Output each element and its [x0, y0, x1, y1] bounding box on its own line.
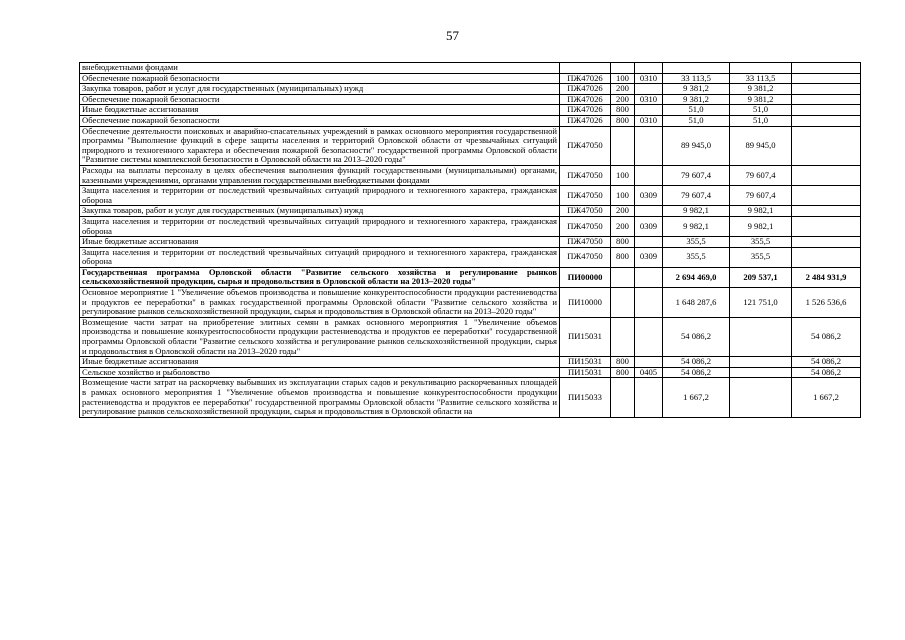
row-amount-a-cell — [730, 367, 792, 378]
row-name-cell: Сельское хозяйство и рыболовство — [80, 367, 560, 378]
table-row — [80, 367, 861, 378]
table-row — [80, 63, 861, 74]
row-amount-a-cell: 9 982,1 — [730, 206, 792, 217]
row-total-cell — [663, 63, 730, 74]
row-section-cell — [635, 126, 663, 165]
row-section-cell: 0310 — [635, 94, 663, 105]
table-row — [80, 84, 861, 95]
row-total-cell: 54 086,2 — [663, 317, 730, 356]
row-name-cell: Закупка товаров, работ и услуг для государственных (муниципальных) нужд — [80, 206, 560, 217]
row-amount-b-cell: 54 086,2 — [792, 367, 861, 378]
row-total-cell: 1 648 287,6 — [663, 288, 730, 318]
row-section-cell: 0310 — [635, 115, 663, 126]
row-code-cell — [560, 63, 611, 74]
row-code-cell: ПЖ47050 — [560, 237, 611, 248]
row-amount-b-cell: 2 484 931,9 — [792, 267, 861, 287]
page-number: 57 — [446, 28, 459, 43]
row-code-cell: ПИ15033 — [560, 378, 611, 417]
row-amount-b-cell — [792, 237, 861, 248]
row-name-cell: Закупка товаров, работ и услуг для государственных (муниципальных) нужд — [80, 84, 560, 95]
row-code-cell: ПЖ47050 — [560, 126, 611, 165]
row-section-cell — [635, 105, 663, 116]
row-code-cell: ПЖ47026 — [560, 105, 611, 116]
row-code-cell: ПЖ47050 — [560, 206, 611, 217]
row-amount-b-cell — [792, 126, 861, 165]
row-amount-a-cell: 355,5 — [730, 237, 792, 248]
row-code-cell: ПИ15031 — [560, 357, 611, 368]
table-row — [80, 165, 861, 185]
row-name-cell: Иные бюджетные ассигнования — [80, 357, 560, 368]
row-expense-type-cell: 100 — [611, 165, 635, 185]
row-total-cell: 355,5 — [663, 237, 730, 248]
row-section-cell: 0309 — [635, 216, 663, 236]
row-total-cell: 51,0 — [663, 105, 730, 116]
row-code-cell: ПИ15031 — [560, 317, 611, 356]
row-total-cell: 2 694 469,0 — [663, 267, 730, 287]
row-code-cell: ПЖ47026 — [560, 84, 611, 95]
row-name-cell: Защита населения и территории от последствий чрезвычайных ситуаций природного и техногенного характера, гражданская оборона — [80, 247, 560, 267]
row-amount-b-cell: 1 667,2 — [792, 378, 861, 417]
row-code-cell: ПЖ47050 — [560, 186, 611, 206]
row-expense-type-cell: 800 — [611, 357, 635, 368]
row-name-cell: Основное мероприятие 1 "Увеличение объемов производства и повышение конкурентоспособности продукции растениеводства и продуктов ее переработки" в рамках государственной программы Орловской области "Развитие сельского хозяйства и регулирование рынков сельскохозяйственной продукции, сырья и продовольствия в Орловской области на 2013–2020 годы" — [80, 288, 560, 318]
row-section-cell — [635, 237, 663, 248]
row-code-cell: ПЖ47026 — [560, 94, 611, 105]
row-amount-a-cell: 33 113,5 — [730, 73, 792, 84]
row-section-cell — [635, 288, 663, 318]
row-amount-b-cell — [792, 115, 861, 126]
row-total-cell: 9 982,1 — [663, 206, 730, 217]
row-amount-b-cell — [792, 247, 861, 267]
row-name-cell: Расходы на выплаты персоналу в целях обеспечения выполнения функций государственными (муниципальными) органами, казенными учреждениями, органами управления государственными внебюджетными фондами — [80, 165, 560, 185]
row-code-cell: ПИ15031 — [560, 367, 611, 378]
row-expense-type-cell — [611, 63, 635, 74]
table-row — [80, 378, 861, 417]
row-code-cell: ПИ00000 — [560, 267, 611, 287]
row-amount-b-cell — [792, 206, 861, 217]
row-section-cell — [635, 357, 663, 368]
row-code-cell: ПЖ47026 — [560, 73, 611, 84]
table-row — [80, 73, 861, 84]
row-section-cell — [635, 165, 663, 185]
row-section-cell — [635, 378, 663, 417]
row-amount-b-cell: 54 086,2 — [792, 357, 861, 368]
row-amount-b-cell — [792, 216, 861, 236]
row-amount-b-cell — [792, 84, 861, 95]
row-amount-a-cell: 79 607,4 — [730, 186, 792, 206]
row-amount-a-cell: 9 381,2 — [730, 94, 792, 105]
row-amount-a-cell: 89 945,0 — [730, 126, 792, 165]
row-amount-a-cell: 51,0 — [730, 105, 792, 116]
row-expense-type-cell: 200 — [611, 206, 635, 217]
row-name-cell: Возмещение части затрат на раскорчевку выбывших из эксплуатации старых садов и рекультивацию раскорчеванных площадей в рамках основного мероприятия 1 "Увеличение объемов производства и повышение конкурентоспособности продукции растениеводства и продуктов ее переработки" государственной программы Орловской области "Развитие сельского хозяйства и регулирование рынков сельскохозяйственной продукции, сырья и продовольствия в Орловской области на — [80, 378, 560, 417]
row-expense-type-cell: 100 — [611, 186, 635, 206]
row-total-cell: 9 982,1 — [663, 216, 730, 236]
table-row — [80, 216, 861, 236]
row-amount-b-cell — [792, 165, 861, 185]
table-row — [80, 206, 861, 217]
row-amount-b-cell — [792, 73, 861, 84]
row-total-cell: 79 607,4 — [663, 165, 730, 185]
row-section-cell — [635, 206, 663, 217]
row-total-cell: 79 607,4 — [663, 186, 730, 206]
table-row — [80, 317, 861, 356]
row-amount-a-cell — [730, 357, 792, 368]
row-total-cell: 1 667,2 — [663, 378, 730, 417]
table-row — [80, 267, 861, 287]
row-name-cell: Возмещение части затрат на приобретение элитных семян в рамках основного мероприятия 1 "Увеличение объемов производства и повышение конкурентоспособности продукции растениеводства и продуктов ее переработки" государственной программы Орловской области "Развитие сельского хозяйства и регулирование рынков сельскохозяйственной продукции, сырья и продовольствия в Орловской области на 2013–2020 годы" — [80, 317, 560, 356]
row-amount-a-cell: 209 537,1 — [730, 267, 792, 287]
row-amount-a-cell — [730, 63, 792, 74]
row-total-cell: 54 086,2 — [663, 357, 730, 368]
row-amount-b-cell — [792, 105, 861, 116]
row-amount-a-cell: 51,0 — [730, 115, 792, 126]
row-section-cell: 0309 — [635, 186, 663, 206]
row-amount-a-cell — [730, 378, 792, 417]
row-expense-type-cell — [611, 267, 635, 287]
table-row — [80, 105, 861, 116]
row-name-cell: Защита населения и территории от последствий чрезвычайных ситуаций природного и техногенного характера, гражданская оборона — [80, 186, 560, 206]
row-expense-type-cell: 800 — [611, 237, 635, 248]
row-amount-b-cell — [792, 94, 861, 105]
row-name-cell: внебюджетными фондами — [80, 63, 560, 74]
row-amount-a-cell: 355,5 — [730, 247, 792, 267]
row-expense-type-cell: 200 — [611, 84, 635, 95]
row-expense-type-cell — [611, 126, 635, 165]
budget-table — [79, 62, 861, 418]
row-code-cell: ПЖ47026 — [560, 115, 611, 126]
row-code-cell: ПИ10000 — [560, 288, 611, 318]
row-amount-b-cell: 1 526 536,6 — [792, 288, 861, 318]
table-row — [80, 357, 861, 368]
row-section-cell: 0310 — [635, 73, 663, 84]
row-expense-type-cell — [611, 317, 635, 356]
row-total-cell: 9 381,2 — [663, 84, 730, 95]
row-name-cell: Обеспечение деятельности поисковых и аварийно-спасательных учреждений в рамках основного мероприятия государственной программы "Выполнение функций в сфере защиты населения и территорий Орловской области от чрезвычайных ситуаций природного и техногенного характера и обеспечения пожарной безопасности" государственной программы Орловской области "Развитие системы комплексной безопасности в Орловской области на 2013–2020 годы" — [80, 126, 560, 165]
row-amount-a-cell: 79 607,4 — [730, 165, 792, 185]
row-code-cell: ПЖ47050 — [560, 216, 611, 236]
row-section-cell — [635, 84, 663, 95]
row-section-cell — [635, 267, 663, 287]
row-total-cell: 51,0 — [663, 115, 730, 126]
row-expense-type-cell: 200 — [611, 94, 635, 105]
table-row — [80, 247, 861, 267]
table-row — [80, 288, 861, 318]
row-expense-type-cell: 800 — [611, 115, 635, 126]
row-name-cell: Защита населения и территории от последствий чрезвычайных ситуаций природного и техногенного характера, гражданская оборона — [80, 216, 560, 236]
row-section-cell — [635, 63, 663, 74]
row-amount-b-cell: 54 086,2 — [792, 317, 861, 356]
row-expense-type-cell: 800 — [611, 105, 635, 116]
row-total-cell: 89 945,0 — [663, 126, 730, 165]
row-section-cell: 0309 — [635, 247, 663, 267]
row-name-cell: Иные бюджетные ассигнования — [80, 105, 560, 116]
row-amount-a-cell: 9 381,2 — [730, 84, 792, 95]
row-amount-a-cell: 9 982,1 — [730, 216, 792, 236]
row-section-cell: 0405 — [635, 367, 663, 378]
row-expense-type-cell — [611, 288, 635, 318]
row-expense-type-cell: 100 — [611, 73, 635, 84]
row-name-cell: Обеспечение пожарной безопасности — [80, 73, 560, 84]
row-expense-type-cell: 800 — [611, 367, 635, 378]
row-section-cell — [635, 317, 663, 356]
row-total-cell: 9 381,2 — [663, 94, 730, 105]
row-amount-a-cell — [730, 317, 792, 356]
row-expense-type-cell — [611, 378, 635, 417]
row-name-cell: Обеспечение пожарной безопасности — [80, 94, 560, 105]
row-amount-b-cell — [792, 186, 861, 206]
table-row — [80, 115, 861, 126]
row-code-cell: ПЖ47050 — [560, 165, 611, 185]
row-name-cell: Обеспечение пожарной безопасности — [80, 115, 560, 126]
row-total-cell: 355,5 — [663, 247, 730, 267]
row-name-cell: Иные бюджетные ассигнования — [80, 237, 560, 248]
row-name-cell: Государственная программа Орловской области "Развитие сельского хозяйства и регулирование рынков сельскохозяйственной продукции, сырья и продовольствия в Орловской области на 2013–2020 годы" — [80, 267, 560, 287]
row-expense-type-cell: 200 — [611, 216, 635, 236]
row-amount-a-cell: 121 751,0 — [730, 288, 792, 318]
row-total-cell: 54 086,2 — [663, 367, 730, 378]
table-row — [80, 237, 861, 248]
row-code-cell: ПЖ47050 — [560, 247, 611, 267]
row-amount-b-cell — [792, 63, 861, 74]
table-row — [80, 126, 861, 165]
table-row — [80, 94, 861, 105]
row-expense-type-cell: 800 — [611, 247, 635, 267]
row-total-cell: 33 113,5 — [663, 73, 730, 84]
table-row — [80, 186, 861, 206]
